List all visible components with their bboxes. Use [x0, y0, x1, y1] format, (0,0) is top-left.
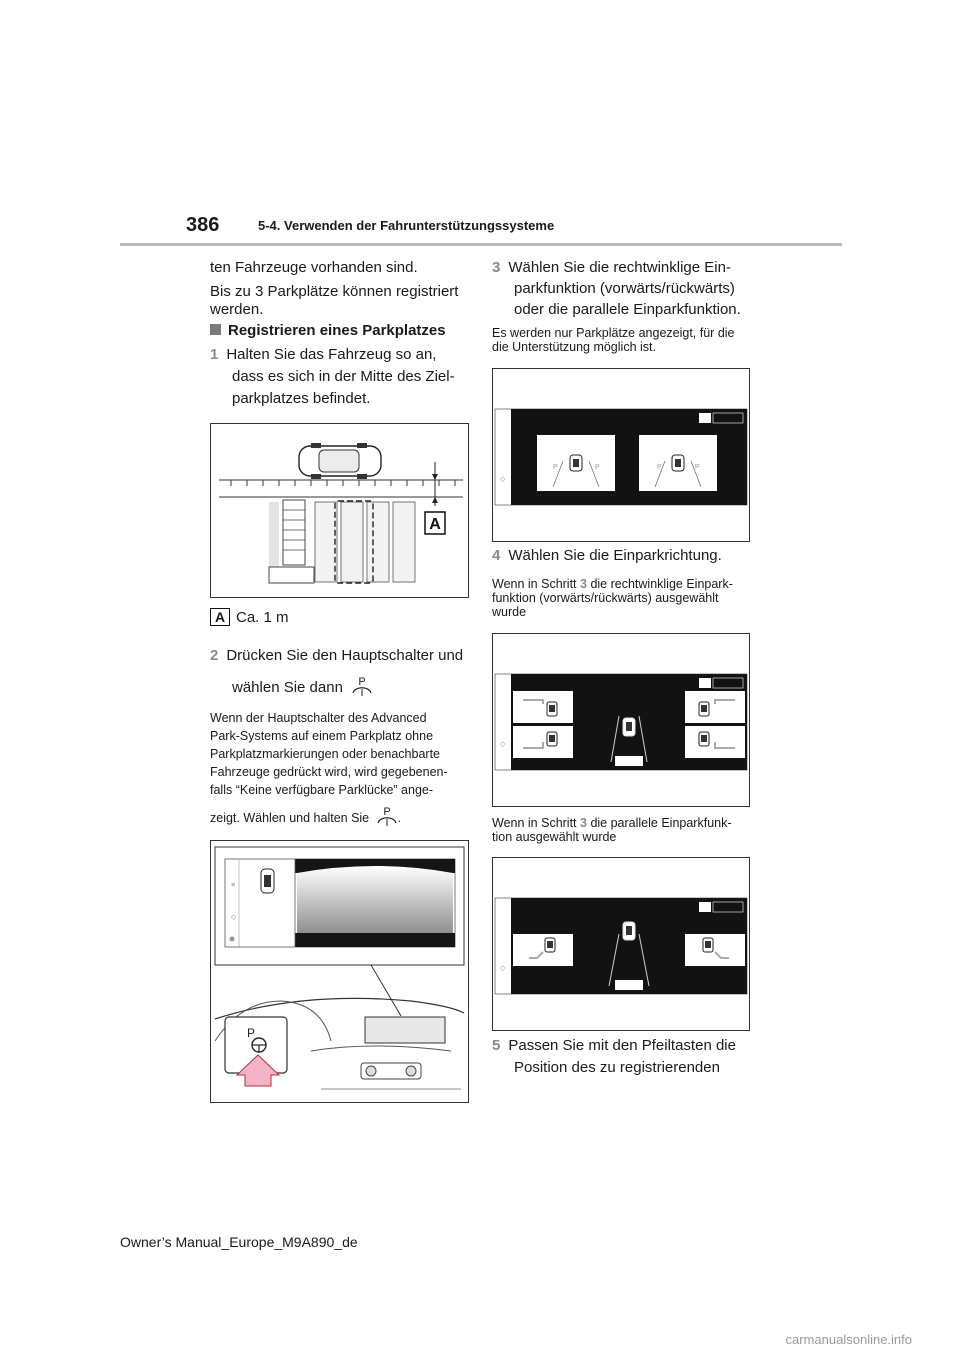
- step-1: 1 Halten Sie das Fahrzeug so an,: [210, 346, 437, 363]
- svg-text:P: P: [657, 464, 662, 471]
- note-line: Parkplatzmarkierungen oder benachbarte: [210, 747, 440, 761]
- step-2-line: wählen Sie dann P: [232, 676, 373, 699]
- note-line: Fahrzeuge gedrückt wird, wird gegebenen-: [210, 765, 448, 779]
- direction-screen-perpendicular: [492, 633, 750, 807]
- parking-lot-illustration: [211, 424, 468, 597]
- svg-text:◇: ◇: [500, 476, 506, 483]
- note-line: Wenn in Schritt 3 die parallele Einparkfunk-: [492, 816, 732, 830]
- step-3-line: oder die parallele Einparkfunktion.: [514, 301, 741, 318]
- bullet-square-icon: [210, 324, 221, 335]
- figure-label-a: A: [429, 516, 441, 533]
- svg-text:P: P: [695, 464, 700, 471]
- svg-text:≡: ≡: [231, 882, 236, 889]
- note-line: zeigt. Wählen und halten Sie P .: [210, 806, 401, 828]
- svg-text:◇: ◇: [231, 914, 237, 921]
- park-assist-icon: [351, 676, 373, 698]
- parking-function-screen: [492, 368, 750, 542]
- svg-text:P: P: [553, 464, 558, 471]
- figure-caption: A Ca. 1 m: [210, 607, 289, 629]
- step-3-line: parkfunktion (vorwärts/rückwärts): [514, 280, 735, 297]
- cockpit-figure: [210, 840, 469, 1103]
- intro-line: werden.: [210, 301, 264, 318]
- step-5-line: Position des zu registrierenden: [514, 1059, 720, 1076]
- section-title: 5-4. Verwenden der Fahrunterstützungssysteme: [258, 218, 555, 233]
- step-2: 2 Drücken Sie den Hauptschalter und: [210, 647, 464, 664]
- cockpit-illustration: [211, 841, 468, 1102]
- page-number: 386: [186, 214, 220, 236]
- switch-letter: P: [247, 1026, 256, 1040]
- caption-letter: A: [210, 608, 230, 626]
- note-line: Wenn der Hauptschalter des Advanced: [210, 711, 427, 725]
- note-line: funktion (vorwärts/rückwärts) ausgewählt: [492, 591, 719, 605]
- watermark-text: carmanualsonline.info: [785, 1332, 912, 1347]
- step-5: 5 Passen Sie mit den Pfeiltasten die: [492, 1037, 736, 1054]
- step-1-line: dass es sich in der Mitte des Ziel-: [232, 368, 455, 385]
- note-line: Park-Systems auf einem Parkplatz ohne: [210, 729, 434, 743]
- step-4: 4 Wählen Sie die Einparkrichtung.: [492, 547, 722, 564]
- note-line: Wenn in Schritt 3 die rechtwinklige Einpark-: [492, 577, 733, 591]
- subheading: Registrieren eines Parkplatzes: [210, 322, 446, 339]
- step-1-line: parkplatzes befindet.: [232, 390, 371, 407]
- step-3: 3 Wählen Sie die rechtwinklige Ein-: [492, 259, 731, 276]
- direction-screen-parallel: [492, 857, 750, 1031]
- intro-line: Bis zu 3 Parkplätze können registriert: [210, 283, 459, 300]
- svg-text:◇: ◇: [500, 965, 506, 972]
- note-line: die Unterstützung möglich ist.: [492, 340, 656, 354]
- note-line: wurde: [492, 605, 527, 619]
- svg-text:◇: ◇: [500, 741, 506, 748]
- svg-text:P: P: [595, 464, 600, 471]
- note-line: falls “Keine verfügbare Parklücke” ange-: [210, 783, 434, 797]
- note-line: tion ausgewählt wurde: [492, 830, 617, 844]
- intro-line: ten Fahrzeuge vorhanden sind.: [210, 259, 418, 276]
- screen-illustration: [493, 634, 749, 806]
- svg-text:P: P: [358, 676, 366, 688]
- header-rule: [120, 243, 842, 246]
- footer-text: Owner’s Manual_Europe_M9A890_de: [120, 1234, 358, 1250]
- svg-text:P: P: [382, 806, 391, 818]
- screen-illustration: [493, 858, 749, 1030]
- park-assist-icon: [376, 806, 398, 828]
- screen-illustration: [493, 369, 749, 541]
- parking-lot-figure: [210, 423, 469, 598]
- note-line: Es werden nur Parkplätze angezeigt, für die: [492, 326, 735, 340]
